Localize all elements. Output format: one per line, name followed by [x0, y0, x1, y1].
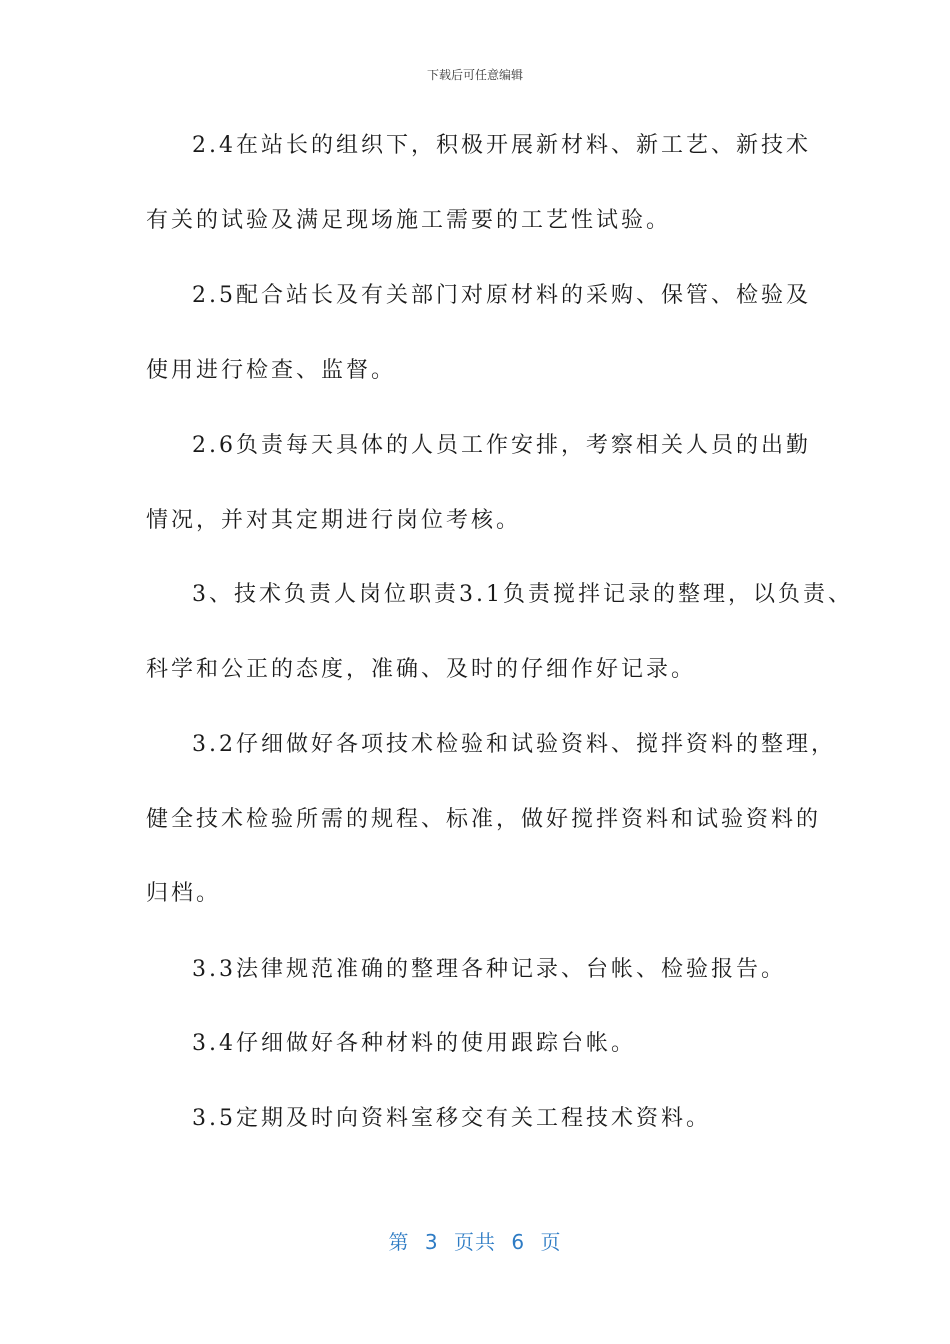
paragraph-2-4-line-1: 2.4在站长的组织下，积极开展新材料、新工艺、新技术	[192, 133, 811, 158]
paragraph-3-line-2: 科学和公正的态度，准确、及时的仔细作好记录。	[146, 657, 697, 682]
paragraph-3-3: 3.3法律规范准确的整理各种记录、台帐、检验报告。	[192, 957, 786, 982]
paragraph-3-2-line-1: 3.2仔细做好各项技术检验和试验资料、搅拌资料的整理，	[192, 732, 836, 757]
paragraph-2-5-line-2: 使用进行检查、监督。	[146, 358, 397, 383]
paragraph-2-5-line-1: 2.5配合站长及有关部门对原材料的采购、保管、检验及	[192, 283, 811, 308]
paragraph-3-line-1: 3、技术负责人岗位职责3.1负责搅拌记录的整理，以负责、	[192, 582, 853, 607]
paragraph-3-2-line-3: 归档。	[146, 881, 222, 906]
footer-suffix: 页	[540, 1230, 562, 1254]
header-note: 下载后可任意编辑	[426, 68, 523, 82]
paragraph-2-4-line-2: 有关的试验及满足现场施工需要的工艺性试验。	[146, 208, 672, 233]
paragraph-2-6-line-2: 情况，并对其定期进行岗位考核。	[146, 508, 522, 533]
footer-prefix: 第	[388, 1230, 410, 1254]
paragraph-3-2-line-2: 健全技术检验所需的规程、标准，做好搅拌资料和试验资料的	[146, 807, 822, 832]
paragraph-3-4: 3.4仔细做好各种材料的使用跟踪台帐。	[192, 1031, 636, 1056]
footer-middle: 页共	[454, 1230, 496, 1254]
footer-current-page: 3	[424, 1230, 439, 1254]
paragraph-3-5: 3.5定期及时向资料室移交有关工程技术资料。	[192, 1106, 711, 1131]
page-footer	[0, 1226, 950, 1255]
paragraph-2-6-line-1: 2.6负责每天具体的人员工作安排，考察相关人员的出勤	[192, 433, 811, 458]
footer-total-pages: 6	[511, 1230, 526, 1254]
